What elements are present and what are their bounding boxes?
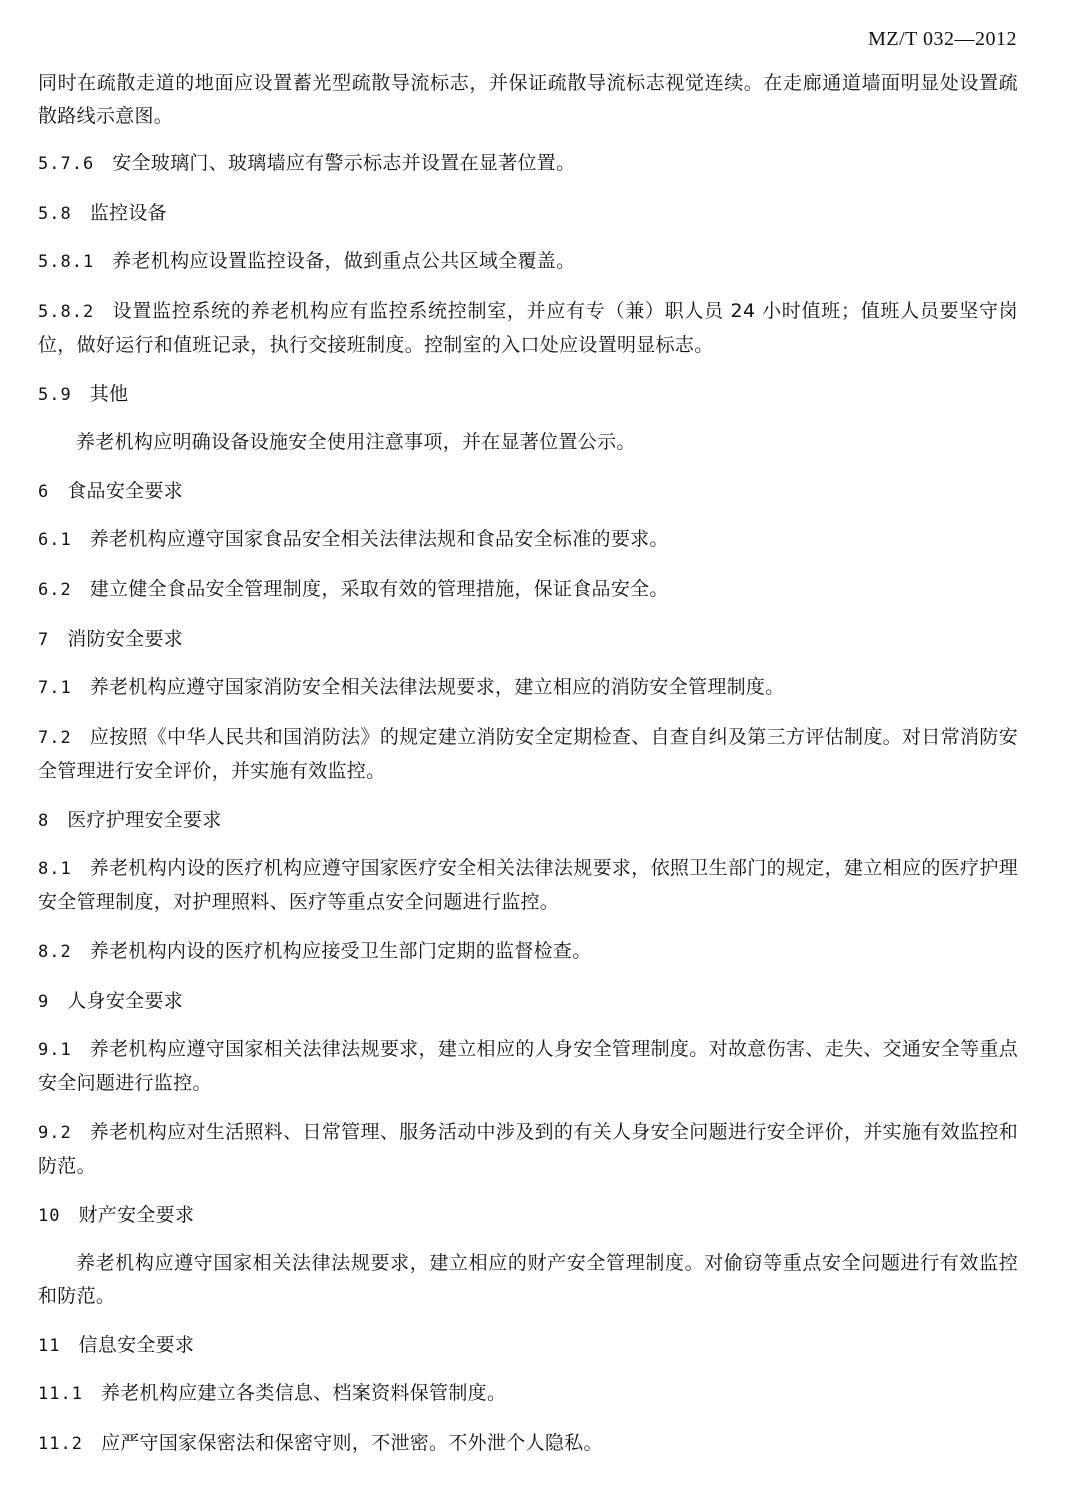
section-title: 其他: [89, 383, 129, 405]
section-title: 监控设备: [89, 202, 167, 224]
clause-text: 养老机构应设置监控设备，做到重点公共区域全覆盖。: [112, 250, 576, 272]
section-title: 信息安全要求: [78, 1334, 195, 1356]
clause-text: 建立健全食品安全管理制度，采取有效的管理措施，保证食品安全。: [89, 578, 669, 600]
clause-number: 5.8.2: [38, 302, 95, 322]
section-title: 消防安全要求: [67, 628, 184, 650]
section-number: 5.9: [38, 385, 72, 405]
clause-number: 11.1: [38, 1384, 83, 1404]
document-code: MZ/T 032—2012: [868, 28, 1017, 50]
clause-text: 养老机构内设的医疗机构应接受卫生部门定期的监督检查。: [89, 940, 592, 962]
paragraph: [38, 67, 1018, 133]
clause-number: 11.2: [38, 1434, 83, 1454]
section-number: 10: [38, 1206, 61, 1226]
document-body: [38, 67, 1018, 1477]
section-number: 6: [38, 482, 50, 502]
clause: [38, 721, 1018, 788]
paragraph-text: 养老机构应明确设备设施安全使用注意事项，并在显著位置公示。: [76, 431, 636, 453]
clause: [38, 1427, 1018, 1461]
clause-number: 5.8.1: [38, 252, 95, 272]
section-heading: [38, 197, 1018, 231]
section-heading: [38, 985, 1018, 1019]
section-title: 医疗护理安全要求: [67, 809, 222, 831]
clause-text: 养老机构应遵守国家食品安全相关法律法规和食品安全标准的要求。: [89, 528, 669, 550]
clause-text: 安全玻璃门、玻璃墙应有警示标志并设置在显著位置。: [112, 152, 576, 174]
clause: [38, 852, 1018, 919]
paragraph: [38, 1247, 1018, 1313]
clause-number: 6.2: [38, 580, 72, 600]
section-heading: [38, 804, 1018, 838]
clause-number: 8.2: [38, 942, 72, 962]
clause-number: 5.7.6: [38, 154, 95, 174]
clause: [38, 935, 1018, 969]
paragraph: [38, 426, 1018, 459]
clause-number: 8.1: [38, 859, 72, 879]
clause-number: 7.2: [38, 728, 72, 748]
section-number: 8: [38, 811, 50, 831]
clause-text: 养老机构应遵守国家相关法律法规要求，建立相应的人身安全管理制度。对故意伤害、走失、交通安全等重点安全问题进行监控。: [38, 1038, 1018, 1094]
clause: [38, 147, 1018, 181]
clause: [38, 295, 1018, 362]
section-title: 人身安全要求: [67, 990, 184, 1012]
section-heading: [38, 378, 1018, 412]
section-number: 5.8: [38, 204, 72, 224]
clause: [38, 245, 1018, 279]
clause-text: 养老机构应建立各类信息、档案资料保管制度。: [100, 1382, 507, 1404]
clause-number: 9.1: [38, 1040, 72, 1060]
clause-number: 7.1: [38, 678, 72, 698]
section-title: 食品安全要求: [67, 480, 184, 502]
section-heading: [38, 623, 1018, 657]
clause: [38, 1116, 1018, 1183]
clause-text: 养老机构应遵守国家消防安全相关法律法规要求，建立相应的消防安全管理制度。: [89, 676, 785, 698]
clause: [38, 573, 1018, 607]
section-heading: [38, 1199, 1018, 1233]
section-number: 9: [38, 992, 50, 1012]
section-number: 7: [38, 630, 50, 650]
paragraph-text: 同时在疏散走道的地面应设置蓄光型疏散导流标志，并保证疏散导流标志视觉连续。在走廊通道墙面明显处设置疏散路线示意图。: [38, 72, 1018, 127]
clause-text: 应严守国家保密法和保密守则，不泄密。不外泄个人隐私。: [100, 1432, 603, 1454]
clause-text: 养老机构应对生活照料、日常管理、服务活动中涉及到的有关人身安全问题进行安全评价，并实施有效监控和防范。: [38, 1121, 1018, 1177]
clause: [38, 1377, 1018, 1411]
clause: [38, 523, 1018, 557]
section-title: 财产安全要求: [78, 1204, 195, 1226]
clause: [38, 1033, 1018, 1100]
clause: [38, 671, 1018, 705]
paragraph-text: 养老机构应遵守国家相关法律法规要求，建立相应的财产安全管理制度。对偷窃等重点安全问题进行有效监控和防范。: [38, 1252, 1018, 1307]
clause-text: 设置监控系统的养老机构应有监控系统控制室，并应有专（兼）职人员 24 小时值班；值班人员要坚守岗位，做好运行和值班记录，执行交接班制度。控制室的入口处应设置明显标志。: [38, 300, 1018, 356]
clause-number: 9.2: [38, 1123, 72, 1143]
section-heading: [38, 1329, 1018, 1363]
clause-text: 养老机构内设的医疗机构应遵守国家医疗安全相关法律法规要求，依照卫生部门的规定，建立相应的医疗护理安全管理制度，对护理照料、医疗等重点安全问题进行监控。: [38, 857, 1018, 913]
clause-text: 应按照《中华人民共和国消防法》的规定建立消防安全定期检查、自查自纠及第三方评估制度。对日常消防安全管理进行安全评价，并实施有效监控。: [38, 726, 1018, 782]
clause-number: 6.1: [38, 530, 72, 550]
section-heading: [38, 475, 1018, 509]
section-number: 11: [38, 1336, 61, 1356]
